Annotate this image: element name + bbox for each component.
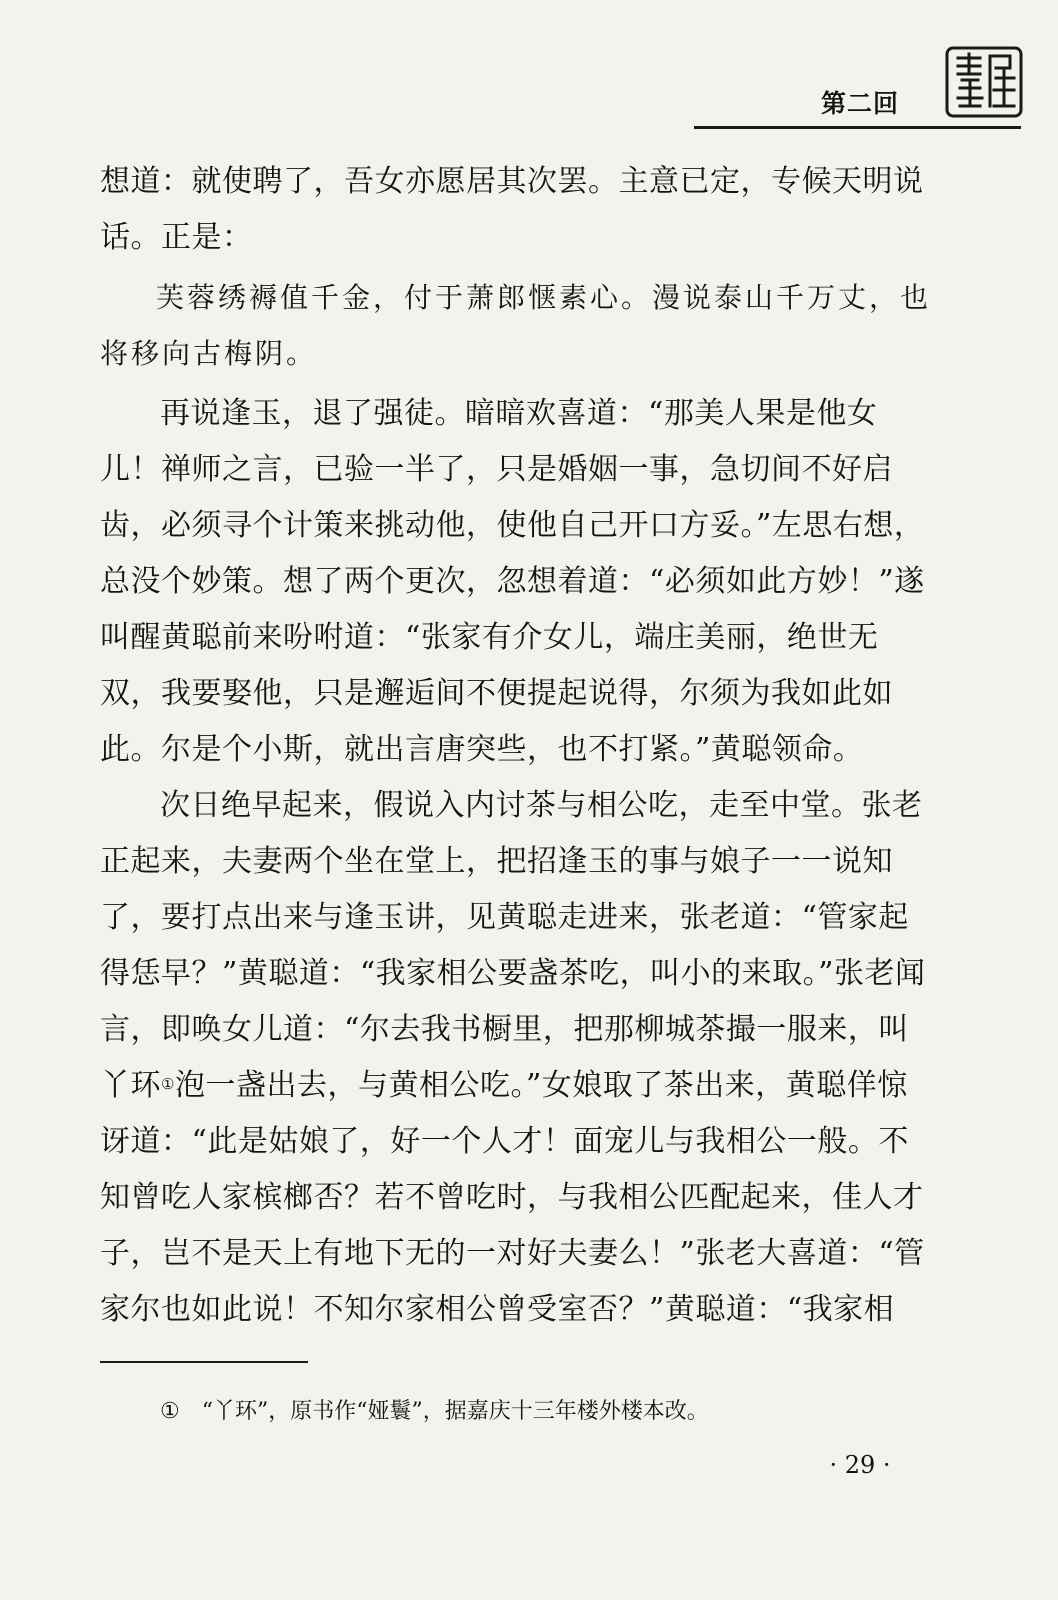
paragraph-3-part-2: 泡一盏出去，与黄相公吃。”女娘取了茶出来，黄聪佯惊讶道：“此是姑娘了，好一个人才！面宠儿与我相公一般。不知曾吃人家槟榔否？若不曾吃时，与我相公匹配起来，佳人才子，岂不是天上有地下无的一对好夫妻么！”张老大喜道：“管家尔也如此说！不知尔家相公曾受室否？”黄聪道：“我家相: [100, 1068, 925, 1327]
verse-poem: 芙蓉绣褥值千金，付于萧郎惬素心。漫说泰山千万丈，也将移向古梅阴。: [100, 281, 932, 370]
footnote-text: “丫环”，原书作“娅鬟”，据嘉庆十三年楼外楼本改。: [201, 1399, 709, 1424]
main-text: [100, 154, 932, 1338]
footnote-mark: ①: [160, 1399, 180, 1424]
seal-logo-icon: [944, 44, 1024, 120]
footnote-reference[interactable]: ①: [161, 1075, 175, 1093]
chapter-title: 第二回: [820, 89, 899, 118]
page-number: · 29 ·: [829, 1451, 891, 1479]
paragraph-3: [100, 778, 932, 1338]
paragraph-2: 再说逢玉，退了强徒。暗暗欢喜道：“那美人果是他女儿！禅师之言，已验一半了，只是婚姻一事，急切间不好启齿，必须寻个计策来挑动他，使他自己开口方妥。”左思右想，总没个妙策。想了两个更次，忽想着道：“必须如此方妙！”遂叫醒黄聪前来吩咐道：“张家有介女儿，端庄美丽，绝世无双，我要娶他，只是邂逅间不便提起说得，尔须为我如此如此。尔是个小斯，就出言唐突些，也不打紧。”黄聪领命。: [100, 396, 925, 767]
header-rule: [694, 126, 1021, 129]
paragraph-1: 想道：就使聘了，吾女亦愿居其次罢。主意已定，专候天明说话。正是：: [100, 164, 924, 255]
paragraph-3-part-1: 次日绝早起来，假说入内讨茶与相公吃，走至中堂。张老正起来，夫妻两个坐在堂上，把招逢玉的事与娘子一一说知了，要打点出来与逢玉讲，见黄聪走进来，张老道：“管家起得恁早？”黄聪道：“我家相公要盏茶吃，叫小的来取。”张老闻言，即唤女儿道：“尔去我书橱里，把那柳城茶撮一服来，叫丫环: [100, 788, 926, 1103]
footnote-rule: [100, 1361, 308, 1363]
footnote: [160, 1396, 940, 1428]
